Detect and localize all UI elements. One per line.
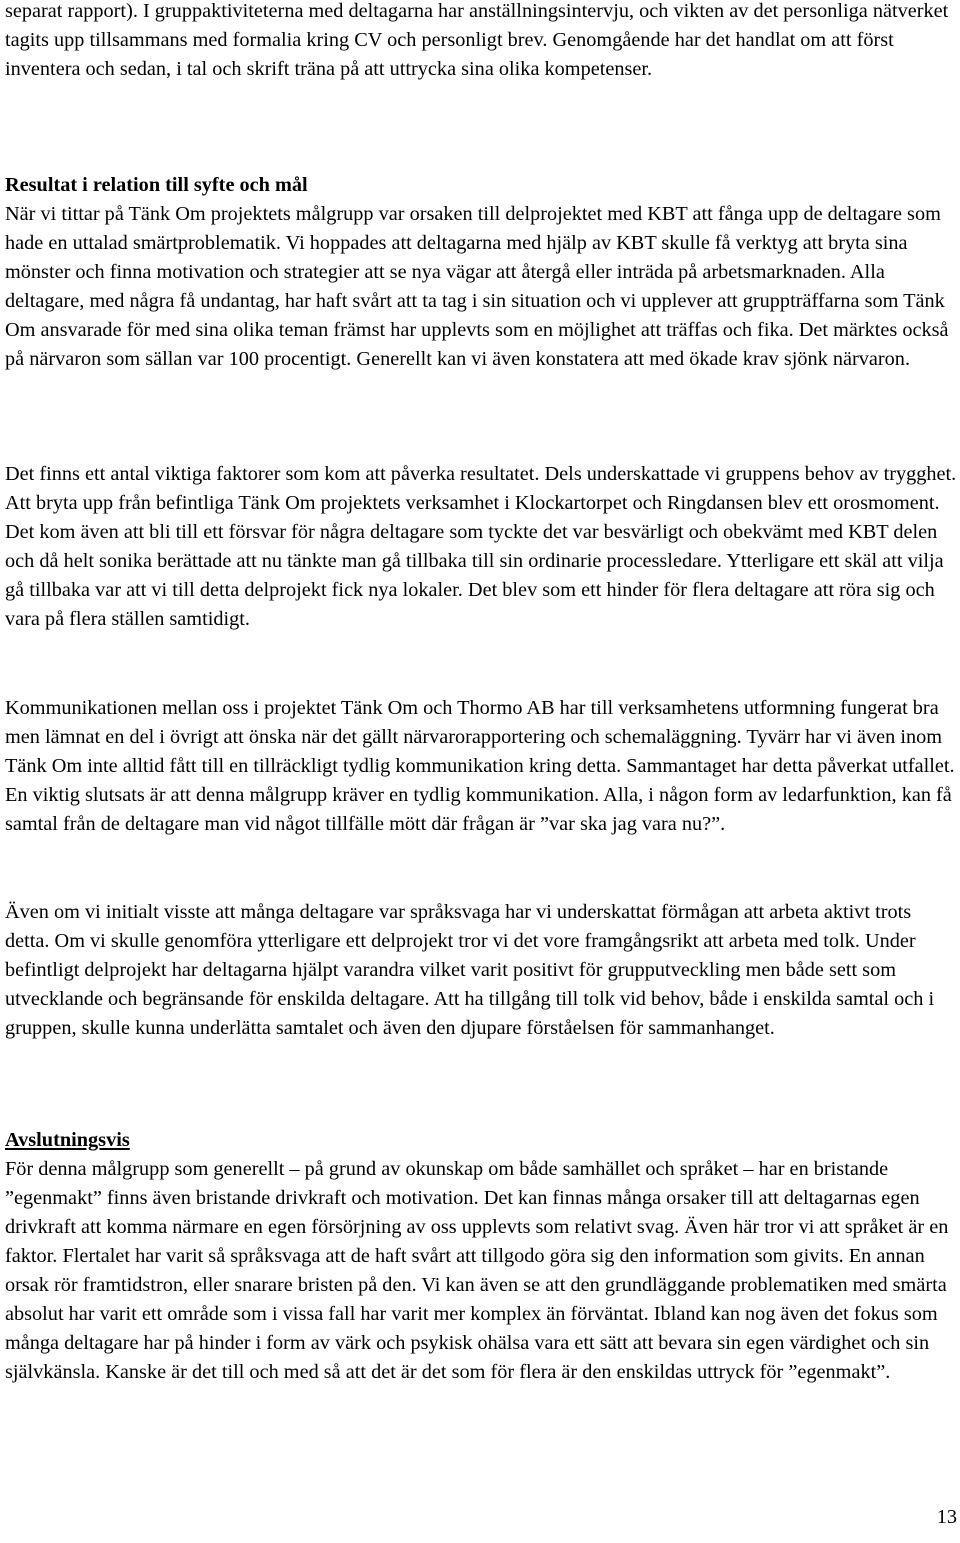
section-conclusion: [5, 1126, 957, 1387]
body-paragraph-4: Kommunikationen mellan oss i projektet Tänk Om och Thormo AB har till verksamhetens utformning fungerat bra men lämnat en del i övrigt att önska när det gällt närvarorapportering och schemaläggning. Tyvärr har vi även inom Tänk Om inte alltid fått till en tillräckligt tydlig kommunikation kring detta. Sammantaget har detta påverkat utfallet. En viktig slutsats är att denna målgrupp kräver en tydlig kommunikation. Alla, i någon form av ledarfunktion, kan få samtal från de deltagare man vid något tillfälle mött där frågan är ”var ska jag vara nu?”.: [5, 697, 955, 835]
section-heading-conclusion: Avslutningsvis: [5, 1129, 130, 1151]
body-paragraph-5: Även om vi initialt visste att många deltagare var språksvaga har vi underskattat förmågan att arbeta aktivt trots detta. Om vi skulle genomföra ytterligare ett delprojekt tror vi det vore framgångsrikt att arbeta med tolk. Under befintligt delprojekt har deltagarna hjälpt varandra vilket varit positivt för grupputveckling men både sett som utvecklande och begränsande för enskilda deltagare. Att ha tillgång till tolk vid behov, både i enskilda samtal och i gruppen, skulle kunna underlätta samtalet och även den djupare förståelsen för sammanhanget.: [5, 901, 935, 1039]
section-heading-results: Resultat i relation till syfte och mål: [5, 174, 308, 196]
body-paragraph-1: separat rapport). I gruppaktiviteterna med deltagarna har anställningsintervju, och vikten av det personliga nätverket tagits upp tillsammans med formalia kring CV och personligt brev. Genomgående har det handlat om att först inventera och sedan, i tal och skrift träna på att uttrycka sina olika kompetenser.: [5, 0, 949, 80]
section-results: [5, 171, 957, 374]
body-paragraph-3: Det finns ett antal viktiga faktorer som kom att påverka resultatet. Dels underskattade vi gruppens behov av trygghet. Att bryta upp från befintliga Tänk Om projektets verksamhet i Klockartorpet och Ringdansen blev ett orosmoment. Det kom även att bli till ett försvar för några deltagare som tyckte det var besvärligt och obekvämt med KBT delen och då helt sonika berättade att nu tänkte man gå tillbaka till sin ordinarie processledare. Ytterligare ett skäl att vilja gå tillbaka var att vi till detta delprojekt fick nya lokaler. Det blev som ett hinder för flera deltagare att röra sig och vara på flera ställen samtidigt.: [5, 463, 957, 630]
body-paragraph-2: När vi tittar på Tänk Om projektets målgrupp var orsaken till delprojektet med KBT att fånga upp de deltagare som hade en uttalad smärtproblematik. Vi hoppades att deltagarna med hjälp av KBT skulle få verktyg att bryta sina mönster och finna motivation och strategier att se nya vägar att återgå eller inträda på arbetsmarknaden. Alla deltagare, med några få undantag, har haft svårt att ta tag i sin situation och vi upplever att gruppträffarna som Tänk Om ansvarade för med sina olika teman främst har upplevts som en möjlighet att träffas och fika. Det märktes också på närvaron som sällan var 100 procentigt. Generellt kan vi även konstatera att med ökade krav sjönk närvaron.: [5, 203, 949, 370]
body-paragraph-6: För denna målgrupp som generellt – på grund av okunskap om både samhället och språket – har en bristande ”egenmakt” finns även bristande drivkraft och motivation. Det kan finnas många orsaker till att deltagarnas egen drivkraft att komma närmare en egen försörjning av oss upplevts som relativt svag. Även här tror vi att språket är en faktor. Flertalet har varit så språksvaga att de haft svårt att tillgodo göra sig den information som givits. En annan orsak rör framtidstron, eller snarare bristen på den. Vi kan även se att den grundläggande problematiken med smärta absolut har varit ett område som i vissa fall har varit mer komplex än förväntat. Ibland kan nog även det fokus som många deltagare har på hinder i form av värk och psykisk ohälsa vara ett sätt att bevara sin egen värdighet och sin självkänsla. Kanske är det till och med så att det är det som för flera är den enskildas uttryck för ”egenmakt”.: [5, 1158, 949, 1383]
page-number: 13: [936, 1506, 957, 1528]
